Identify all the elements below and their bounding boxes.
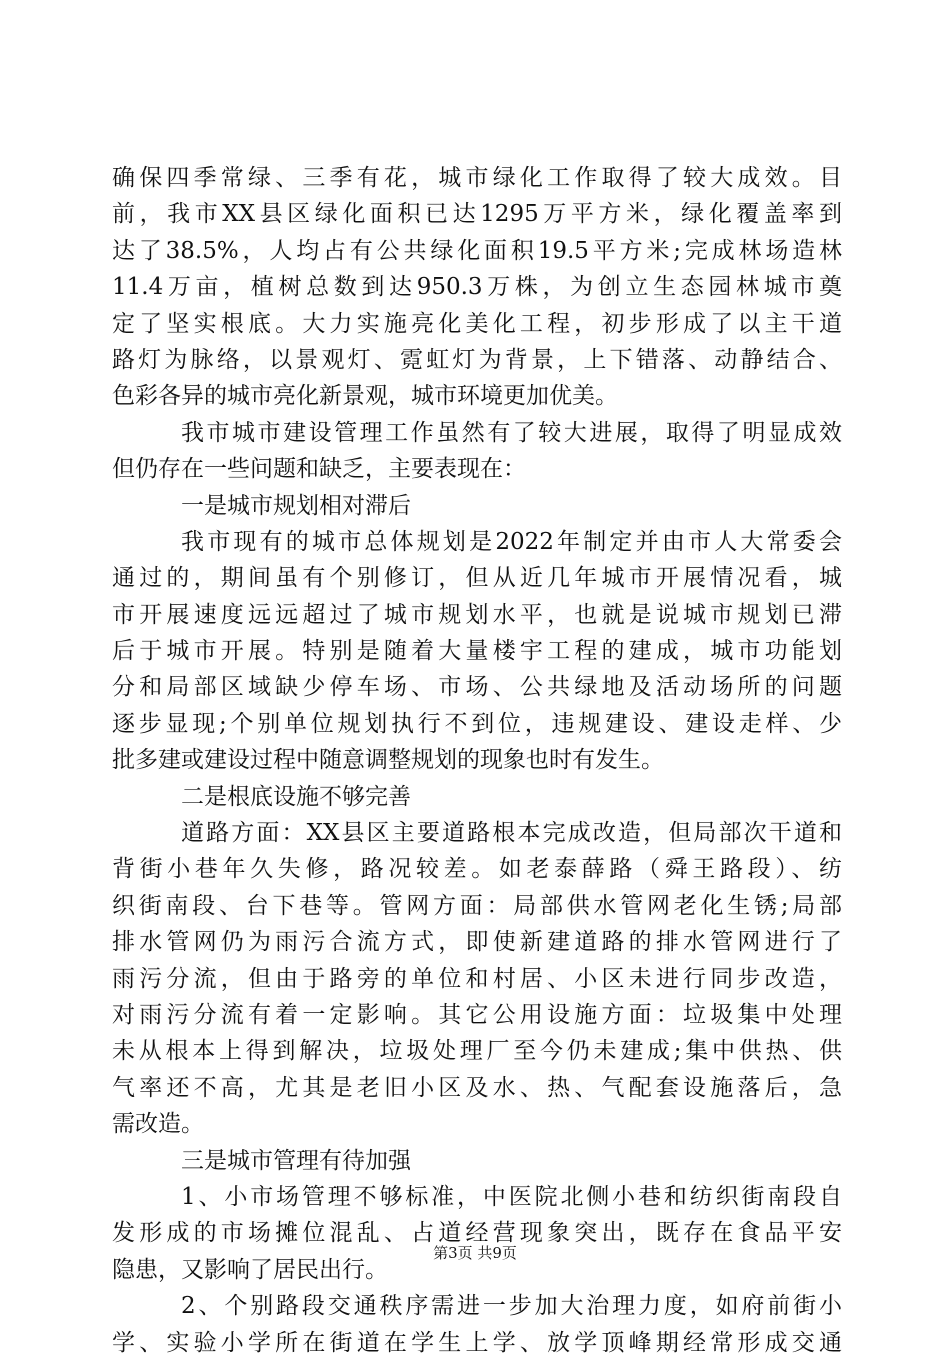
text-line: 确保四季常绿、三季有花，城市绿化工作取得了较大成效。目 xyxy=(112,165,842,191)
text-line: 路灯为脉络，以景观灯、霓虹灯为背景，上下错落、动静结合、 xyxy=(112,346,842,373)
text-line: 未从根本上得到解决，垃圾处理厂至今仍未建成;集中供热、供 xyxy=(112,1038,842,1065)
text-line: 达了38.5%，人均占有公共绿化面积19.5平方米;完成林场造林 xyxy=(112,237,842,264)
text-line: 二是根底设施不够完善 xyxy=(181,783,411,810)
text-line: 11.4万亩，植树总数到达950.3万株，为创立生态园林城市奠 xyxy=(112,274,842,301)
text-line: 气率还不高，尤其是老旧小区及水、热、气配套设施落后，急 xyxy=(112,1074,842,1101)
text-line: 逐步显现;个别单位规划执行不到位，违规建设、建设走样、少 xyxy=(112,710,842,737)
text-line: 道路方面：XX县区主要道路根本完成改造，但局部次干道和 xyxy=(181,820,842,847)
text-line: 通过的，期间虽有个别修订，但从近几年城市开展情况看，城 xyxy=(112,565,842,592)
text-line: 定了坚实根底。大力实施亮化美化工程，初步形成了以主干道 xyxy=(112,310,842,337)
text-line: 对雨污分流有着一定影响。其它公用设施方面：垃圾集中处理 xyxy=(112,1001,842,1028)
text-line: 织街南段、台下巷等。管网方面：局部供水管网老化生锈;局部 xyxy=(112,892,842,919)
document-body xyxy=(112,160,842,1361)
page-number-footer: 第3页 共9页 xyxy=(433,1244,517,1262)
text-line: 我市城市建设管理工作虽然有了较大进展，取得了明显成效 xyxy=(181,419,842,446)
text-line: 批多建或建设过程中随意调整规划的现象也时有发生。 xyxy=(112,747,664,774)
text-line: 学、实验小学所在街道在学生上学、放学顶峰期经常形成交通 xyxy=(112,1329,842,1356)
text-line: 但仍存在一些问题和缺乏，主要表现在： xyxy=(112,456,526,483)
text-line: 排水管网仍为雨污合流方式，即使新建道路的排水管网进行了 xyxy=(112,929,842,956)
text-line: 隐患，又影响了居民出行。 xyxy=(112,1256,388,1283)
text-line: 我市现有的城市总体规划是2022年制定并由市人大常委会 xyxy=(181,528,842,555)
text-line: 前，我市XX县区绿化面积已达1295万平方米，绿化覆盖率到 xyxy=(112,201,842,228)
text-line: 雨污分流，但由于路旁的单位和村居、小区未进行同步改造， xyxy=(112,965,842,992)
text-line: 1、小市场管理不够标准，中医院北侧小巷和纺织街南段自 xyxy=(181,1183,842,1210)
text-line: 分和局部区域缺少停车场、市场、公共绿地及活动场所的问题 xyxy=(112,674,842,701)
text-line: 后于城市开展。特别是随着大量楼宇工程的建成，城市功能划 xyxy=(112,638,842,665)
text-line: 一是城市规划相对滞后 xyxy=(181,492,411,519)
text-line: 2、个别路段交通秩序需进一步加大治理力度，如府前街小 xyxy=(181,1293,842,1320)
text-line: 市开展速度远远超过了城市规划水平，也就是说城市规划已滞 xyxy=(112,601,842,628)
text-line: 需改造。 xyxy=(112,1111,204,1138)
text-line: 发形成的市场摊位混乱、占道经营现象突出，既存在食品平安 xyxy=(112,1220,842,1247)
text-line: 背街小巷年久失修，路况较差。如老泰薛路（舜王路段）、纺 xyxy=(112,856,842,883)
text-line: 三是城市管理有待加强 xyxy=(181,1147,411,1174)
text-line: 色彩各异的城市亮化新景观，城市环境更加优美。 xyxy=(112,383,618,410)
